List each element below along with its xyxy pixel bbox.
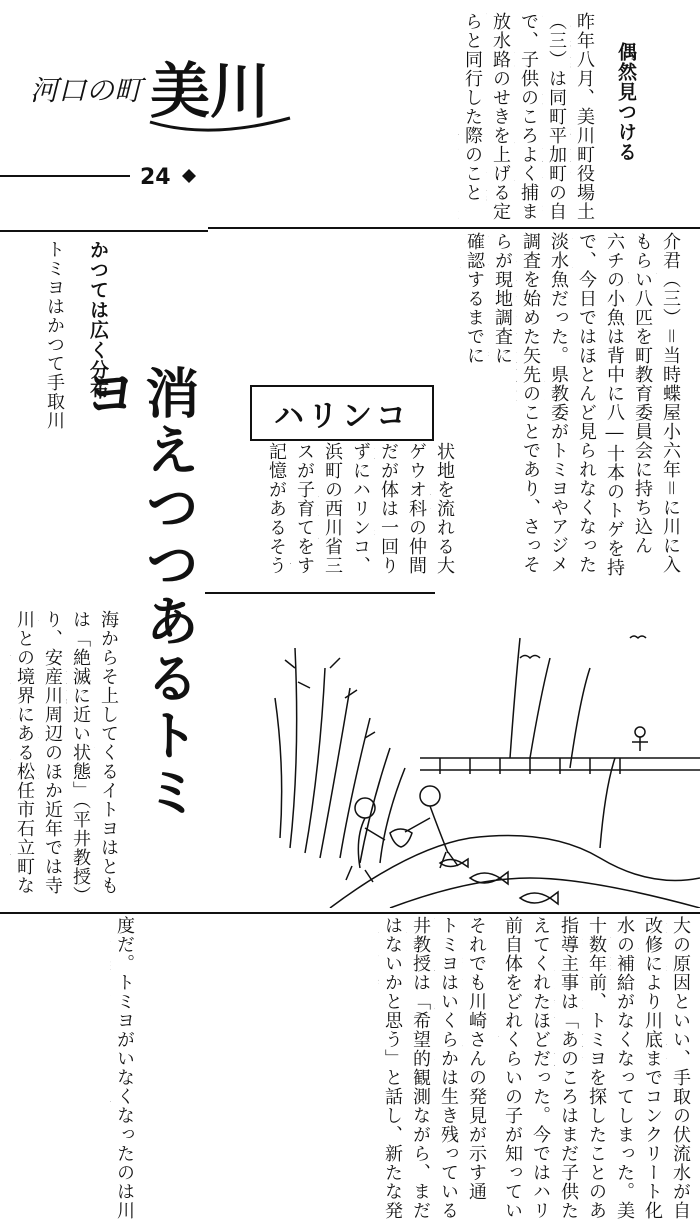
illustration [270, 608, 700, 908]
body-col-9: 六チの小魚は背中に八―十本のトゲを持 [604, 232, 625, 577]
body-col-37: トミヨはいくらかは生き残っている [438, 916, 459, 1220]
body-col-29: 大の原因といい、手取の伏流水が自 [670, 916, 691, 1220]
body-col-3: （三）は同町平加町の自 [546, 12, 567, 221]
body-col-17: 状地を流れる大 [434, 442, 455, 575]
divider-bottom [0, 912, 700, 914]
body-col-30: 改修により川底までコンクリート化 [642, 916, 663, 1220]
body-col-24: 海からそ上してくるイトヨはとも [98, 610, 119, 895]
series-logo [0, 0, 320, 200]
body-col-36: それでも川崎さんの発見が示す通 [466, 916, 487, 1201]
body-col-7: 介君（三）＝当時蝶屋小六年＝に川に入 [660, 232, 681, 574]
body-col-10: で、今日ではほとんど見られなくなった [576, 232, 597, 574]
divider-mid [0, 230, 208, 232]
body-col-19: だが体は一回り [378, 442, 399, 575]
body-col-38: 井教授は「希望的観測ながら、まだ [410, 916, 431, 1220]
body-col-15-left [82, 916, 108, 1226]
body-col-33: 指導主事は「あのころはまだ子供た [558, 916, 579, 1220]
body-col-27: 川との境界にある松任市石立町な [14, 610, 35, 895]
series-logo-small: 河口の町 [30, 74, 143, 107]
divider-top [208, 227, 700, 229]
body-col-6b [430, 12, 456, 224]
body-col-39: はないかと思う」と話し、新たな発 [382, 916, 403, 1220]
body-col-2: 昨年八月、美川町役場土 [574, 12, 595, 221]
body-col-5: 放水路のせきを上げる定 [490, 12, 511, 221]
body-col-32: 十数年前、トミヨを探したことのあ [586, 916, 607, 1220]
body-col-16: トミヨはかつて手取川 [44, 240, 65, 430]
body-col-14: 確認するまでに [464, 232, 485, 365]
subhead-second: かつては広く分布 [87, 240, 109, 400]
subhead-first: 偶然見つける [615, 42, 637, 162]
body-col-8: もらい八匹を町教育委員会に持ち込ん [632, 232, 653, 555]
body-col-34: えてくれたほどだった。今ではハリ [530, 916, 551, 1220]
divider-lower [205, 592, 435, 594]
body-col-4: で、子供のころよく捕ま [518, 12, 539, 221]
body-col-31: 水の補給がなくなってしまった。美 [614, 916, 635, 1220]
harinko-tag: ハリンコ [250, 385, 434, 441]
body-col-13: らが現地調査に [492, 232, 513, 365]
body-col-6: らと同行した際のこと [462, 12, 483, 202]
body-col-28: 度だ。トミヨがいなくなったのは川 [114, 916, 135, 1220]
body-col-23: 記憶があるそう [266, 442, 287, 575]
body-col-11: 淡水魚だった。県教委がトミヨやアジメ [548, 232, 569, 574]
series-logo-large: 美川 [150, 57, 270, 127]
stream-illustration [270, 608, 700, 908]
body-col-21: 浜町の西川省三 [322, 442, 343, 575]
body-col-26: り、安産川周辺のほか近年では寺 [42, 610, 63, 895]
body-col-22: スが子育てをす [294, 442, 315, 575]
body-col-35: 前自体をどれくらいの子が知ってい [502, 916, 523, 1220]
headline: 消えつつあるトミヨ [75, 365, 200, 821]
series-number: 24 [140, 165, 171, 190]
body-col-25: は「絶滅に近い状態」（平井教授） [70, 610, 91, 905]
body-col-12: 調査を始めた矢先のことであり、さっそ [520, 232, 541, 574]
body-col-20: ずにハリンコ、 [350, 442, 371, 575]
body-col-18: ゲウオ科の仲間 [406, 442, 427, 575]
series-logo-graphic [0, 0, 320, 200]
